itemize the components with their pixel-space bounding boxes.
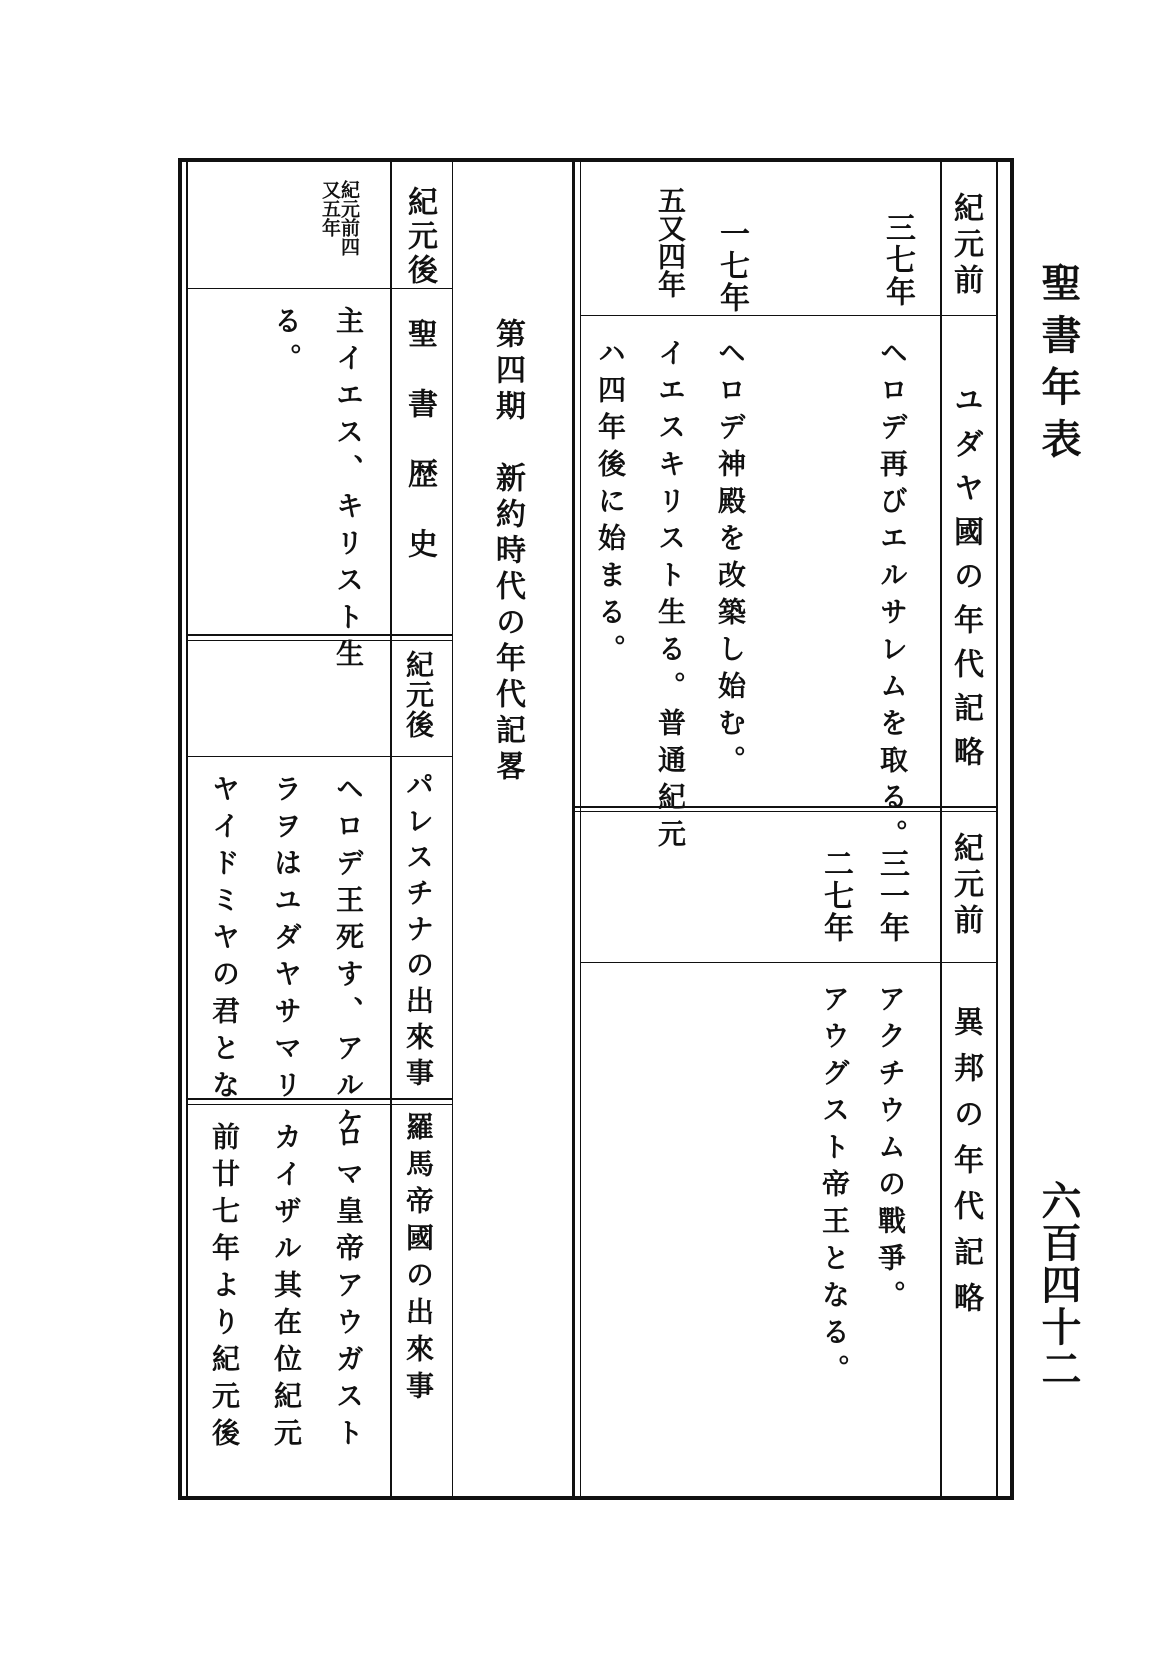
center-rule-b bbox=[580, 162, 581, 1496]
judea-year-1: 三七年 bbox=[880, 212, 915, 308]
judea-event-4: ハ四年後に始まる。 bbox=[594, 338, 627, 671]
frame-inner-left-rule bbox=[186, 162, 188, 1496]
palestine-event-1: ヘロデ王死す、アルケ bbox=[332, 774, 365, 1144]
judea-year-3: 五又四年 bbox=[654, 186, 687, 298]
judea-section-title: ユダヤ國の年代記略 bbox=[948, 384, 983, 780]
right-mid-rule-b bbox=[575, 811, 996, 812]
palestine-event-3: ヤイドミヤの君とな bbox=[208, 774, 241, 1107]
period-heading-rule bbox=[452, 162, 453, 1496]
running-title: 聖書年表 bbox=[1035, 262, 1082, 470]
judea-year-rule bbox=[581, 315, 940, 316]
judea-header-rule bbox=[942, 315, 996, 316]
foreign-header-rule bbox=[942, 962, 996, 963]
period-heading: 第四期 新約時代の年代記畧 bbox=[490, 318, 525, 786]
left-mid-rule-a bbox=[188, 634, 452, 636]
left-mid-rule-b bbox=[188, 640, 452, 641]
center-rule-a bbox=[572, 162, 575, 1496]
rome-event-3: 前廿七年より紀元後 bbox=[208, 1122, 241, 1455]
judea-event-2: ヘロデ神殿を改築し始む。 bbox=[714, 338, 747, 782]
frame-inner-right-rule bbox=[996, 162, 998, 1496]
foreign-era-header: 紀元前 bbox=[948, 832, 983, 940]
right-header-rule bbox=[940, 162, 942, 1496]
left-header-rule bbox=[390, 162, 392, 1496]
rome-section-title: 羅馬帝國の出來事 bbox=[402, 1112, 435, 1408]
palestine-event-2: ラヲはユダヤサマリ bbox=[270, 774, 303, 1107]
page-number: 六百四十二 bbox=[1035, 1180, 1082, 1390]
judea-year-2: 一七年 bbox=[714, 218, 749, 314]
bible-year: 紀元前四又五年 bbox=[319, 180, 360, 256]
palestine-header-rule bbox=[188, 756, 452, 757]
foreign-year-rule bbox=[581, 962, 940, 963]
rome-event-1: ロマ皇帝アウガスト bbox=[332, 1122, 365, 1455]
judea-event-1: ヘロデ再びエルサレムを取る。 bbox=[876, 338, 909, 856]
judea-event-3: イエスキリスト生る。普通紀元 bbox=[654, 338, 687, 856]
foreign-section-title: 異邦の年代記略 bbox=[948, 1006, 983, 1328]
bible-era-header: 紀元後 bbox=[402, 186, 437, 288]
foreign-year-1: 三一年 bbox=[874, 848, 909, 944]
foreign-event-2: アウグスト帝王となる。 bbox=[818, 984, 851, 1391]
palestine-section-title: パレスチナの出來事 bbox=[402, 770, 435, 1094]
right-mid-rule-a bbox=[575, 806, 996, 808]
judea-era-header: 紀元前 bbox=[948, 192, 983, 300]
rome-event-2: カイザル其在位紀元 bbox=[270, 1122, 303, 1455]
bible-event-2: る。 bbox=[270, 306, 303, 380]
palestine-era-header: 紀元後 bbox=[402, 650, 435, 740]
bible-event-1: 主イエス、キリスト生 bbox=[332, 306, 365, 676]
foreign-year-2: 二七年 bbox=[818, 848, 853, 944]
bible-section-title: 聖書歴史 bbox=[402, 318, 437, 598]
foreign-event-1: アクチウムの戰爭。 bbox=[874, 984, 907, 1317]
bible-year-rule bbox=[188, 288, 452, 289]
